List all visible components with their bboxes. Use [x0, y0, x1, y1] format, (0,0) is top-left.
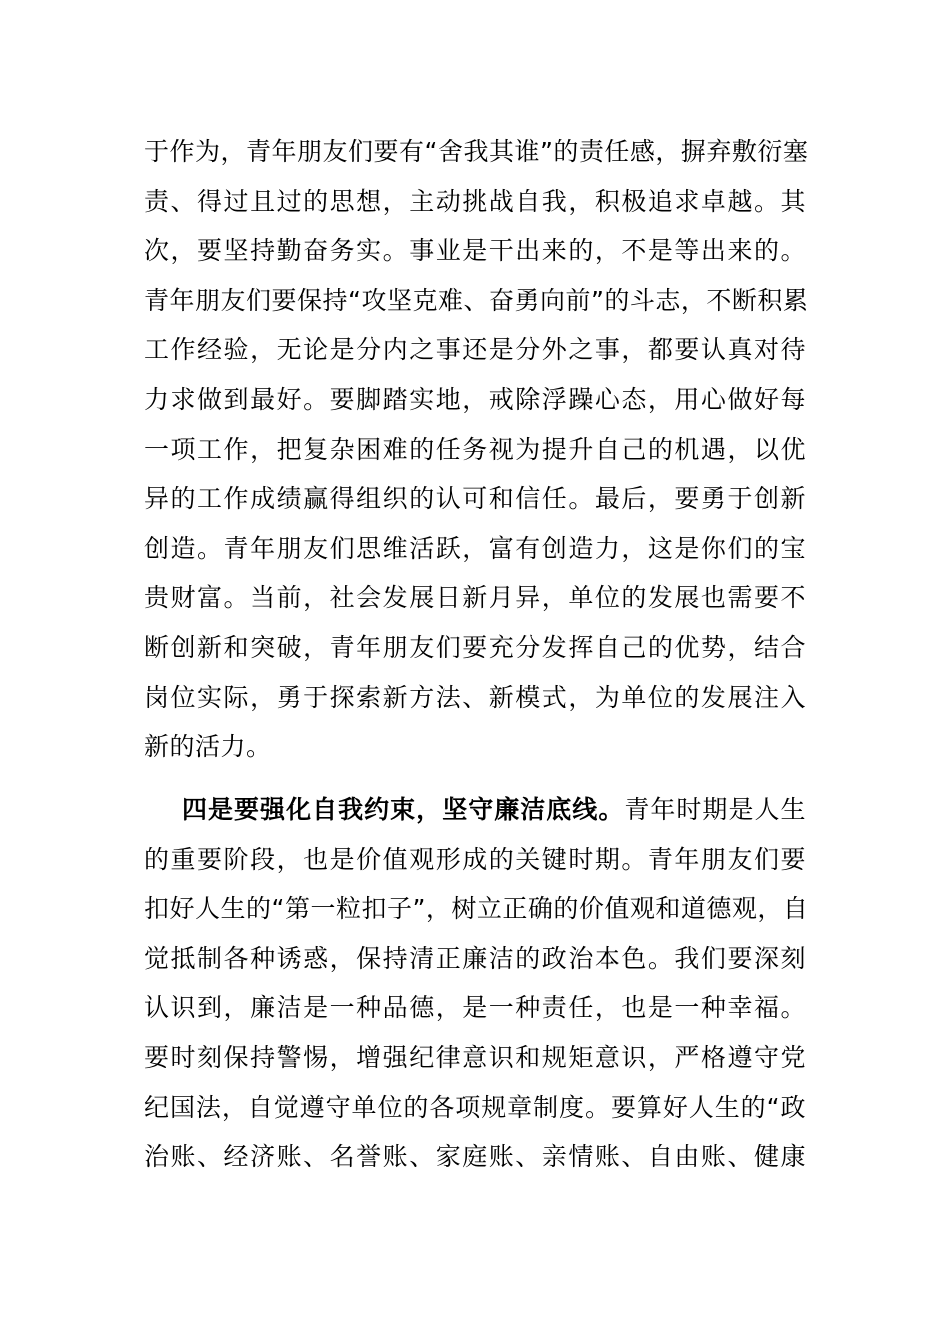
text-line: 力求做到最好。要脚踏实地，戒除浮躁心态，用心做好每 [144, 384, 806, 414]
text-line: 认识到，廉洁是一种品德，是一种责任，也是一种幸福。 [144, 993, 806, 1023]
text-line: 断创新和突破，青年朋友们要充分发挥自己的优势，结合 [144, 632, 806, 662]
text-line-first [144, 785, 806, 835]
section-heading: 四是要强化自我约束，坚守廉洁底线。 [182, 795, 625, 824]
text-line: 治账、经济账、名誉账、家庭账、亲情账、自由账、健康 [144, 1142, 806, 1172]
text-line: 的重要阶段，也是价值观形成的关键时期。青年朋友们要 [144, 844, 806, 874]
heading-continuation: 青年时期是人生 [624, 795, 806, 824]
text-line: 工作经验，无论是分内之事还是分外之事，都要认真对待 [144, 335, 806, 365]
text-line: 责、得过且过的思想，主动挑战自我，积极追求卓越。其 [144, 186, 806, 216]
text-line: 扣好人生的“第一粒扣子”，树立正确的价值观和道德观，自 [144, 894, 809, 924]
body-paragraph-2 [144, 785, 809, 1182]
text-line: 要时刻保持警惕，增强纪律意识和规矩意识，严格遵守党 [144, 1042, 806, 1072]
text-line: 创造。青年朋友们思维活跃，富有创造力，这是你们的宝 [144, 533, 806, 563]
text-line: 于作为，青年朋友们要有“舍我其谁”的责任感，摒弃敷衍塞 [144, 137, 809, 166]
text-line: 贵财富。当前，社会发展日新月异，单位的发展也需要不 [144, 583, 806, 613]
text-line: 一项工作，把复杂困难的任务视为提升自己的机遇，以优 [144, 434, 806, 464]
text-line: 次，要坚持勤奋务实。事业是干出来的，不是等出来的。 [144, 236, 806, 266]
text-line: 纪国法，自觉遵守单位的各项规章制度。要算好人生的“政 [144, 1092, 806, 1122]
body-paragraph-1 [144, 127, 809, 772]
text-line: 新的活力。 [144, 732, 272, 762]
text-line: 觉抵制各种诱惑，保持清正廉洁的政治本色。我们要深刻 [144, 943, 806, 973]
text-line: 青年朋友们要保持“攻坚克难、奋勇向前”的斗志，不断积累 [144, 285, 809, 315]
text-line: 异的工作成绩赢得组织的认可和信任。最后，要勇于创新 [144, 484, 806, 514]
text-line: 岗位实际，勇于探索新方法、新模式，为单位的发展注入 [144, 682, 806, 712]
